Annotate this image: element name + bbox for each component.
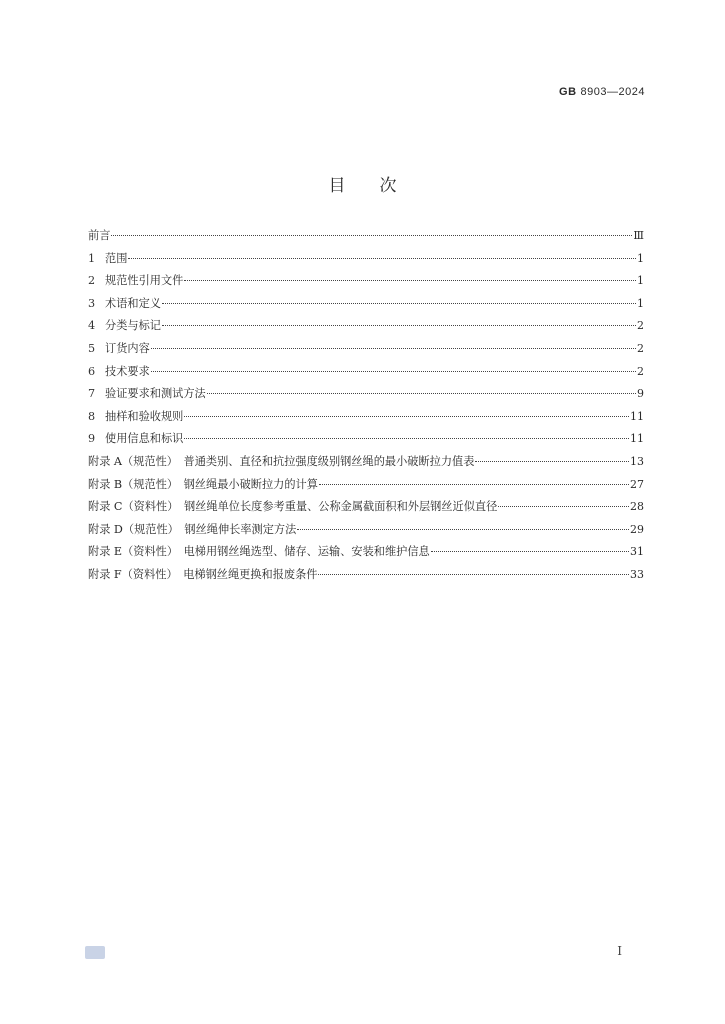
dot-leader (184, 438, 629, 439)
toc-entry-label: 附录 E（资料性） 电梯用钢丝绳选型、储存、运输、安装和维护信息 (88, 545, 430, 559)
dot-leader (318, 574, 629, 575)
toc-entry-label: 术语和定义 (105, 296, 161, 310)
toc-entry[interactable] (88, 430, 644, 453)
toc-entry-number: 4 (88, 319, 96, 333)
toc-entry-number: 9 (88, 432, 96, 446)
toc-entry-title (88, 227, 110, 243)
toc-entry-page: 2 (637, 319, 644, 333)
toc-entry-title (88, 521, 296, 537)
toc-entry-label: 使用信息和标识 (105, 432, 184, 446)
toc-entry[interactable] (88, 476, 644, 499)
toc-entry-page: 1 (637, 251, 644, 265)
toc-entry-page: Ⅲ (633, 229, 644, 242)
dot-leader (128, 258, 636, 259)
toc-entry-number: 2 (88, 274, 96, 288)
toc-entry-page: 31 (630, 545, 644, 559)
toc-entry-title (88, 566, 317, 582)
dot-leader (498, 506, 629, 507)
toc-entry-title (88, 272, 183, 288)
toc-entry-label: 抽样和验收规则 (105, 409, 184, 423)
dot-leader (111, 235, 632, 236)
toc-entry-title (88, 476, 318, 492)
toc-entry-page: 1 (637, 296, 644, 310)
toc-entry-number: 8 (88, 409, 96, 423)
toc-entry-number: 6 (88, 364, 96, 378)
publisher-logo-icon (85, 946, 105, 959)
toc-entry-title (88, 453, 474, 469)
dot-leader (431, 551, 629, 552)
table-of-contents (88, 227, 644, 589)
standard-number (559, 86, 645, 98)
toc-entry-page: 27 (630, 477, 644, 491)
toc-entry-title (88, 340, 150, 356)
dot-leader (162, 303, 636, 304)
toc-entry-label: 验证要求和测试方法 (105, 387, 206, 401)
toc-entry[interactable] (88, 363, 644, 386)
toc-entry-page: 2 (637, 341, 644, 355)
standard-code: 8903—2024 (580, 86, 645, 98)
dot-leader (475, 461, 629, 462)
toc-entry-label: 附录 C（资料性） 钢丝绳单位长度参考重量、公称金属截面积和外层钢丝近似直径 (88, 500, 498, 514)
dot-leader (184, 280, 636, 281)
toc-entry-label: 订货内容 (105, 341, 150, 355)
toc-entry-page: 9 (637, 387, 644, 401)
toc-entry[interactable] (88, 340, 644, 363)
toc-entry[interactable] (88, 227, 644, 250)
dot-leader (151, 348, 636, 349)
toc-entry-label: 附录 D（规范性） 钢丝绳伸长率测定方法 (88, 522, 297, 536)
toc-entry-page: 2 (637, 364, 644, 378)
page-title: 目 次 (328, 176, 397, 196)
dot-leader (184, 416, 629, 417)
toc-entry-page: 11 (630, 432, 644, 446)
toc-entry-label: 分类与标记 (105, 319, 161, 333)
toc-entry[interactable] (88, 295, 644, 318)
toc-entry-number: 3 (88, 296, 96, 310)
dot-leader (319, 484, 629, 485)
page-number: I (617, 944, 622, 958)
toc-entry-page: 13 (630, 454, 644, 468)
toc-entry-label: 范围 (105, 251, 128, 265)
toc-entry-label: 附录 F（资料性） 电梯钢丝绳更换和报废条件 (88, 567, 318, 581)
toc-entry-title (88, 295, 161, 311)
toc-entry-number: 7 (88, 387, 96, 401)
toc-entry-number: 5 (88, 341, 96, 355)
toc-entry-title (88, 430, 183, 446)
dot-leader (297, 529, 629, 530)
toc-entry[interactable] (88, 566, 644, 589)
toc-entry-title (88, 385, 206, 401)
toc-entry-title (88, 250, 127, 266)
toc-entry-page: 11 (630, 409, 644, 423)
toc-entry-title (88, 498, 497, 514)
toc-entry[interactable] (88, 272, 644, 295)
toc-entry-page: 28 (630, 500, 644, 514)
toc-entry-label: 附录 B（规范性） 钢丝绳最小破断拉力的计算 (88, 477, 318, 491)
toc-entry-title (88, 317, 161, 333)
dot-leader (162, 325, 636, 326)
toc-entry-page: 29 (630, 522, 644, 536)
toc-entry-title (88, 543, 430, 559)
toc-entry[interactable] (88, 543, 644, 566)
toc-entry[interactable] (88, 521, 644, 544)
toc-entry-label: 技术要求 (105, 364, 150, 378)
toc-entry[interactable] (88, 317, 644, 340)
toc-entry-label: 附录 A（规范性） 普通类别、直径和抗拉强度级别钢丝绳的最小破断拉力值表 (88, 454, 475, 468)
toc-entry-page: 33 (630, 567, 644, 581)
dot-leader (151, 371, 636, 372)
toc-entry[interactable] (88, 453, 644, 476)
toc-entry-label: 规范性引用文件 (105, 274, 184, 288)
toc-entry[interactable] (88, 250, 644, 273)
toc-entry[interactable] (88, 408, 644, 431)
toc-entry-number: 1 (88, 251, 96, 265)
toc-entry-page: 1 (637, 274, 644, 288)
toc-entry[interactable] (88, 498, 644, 521)
toc-entry-title (88, 363, 150, 379)
toc-entry-label: 前言 (88, 229, 111, 242)
toc-entry-title (88, 408, 183, 424)
dot-leader (207, 393, 636, 394)
standard-prefix: GB (559, 86, 577, 98)
toc-entry[interactable] (88, 385, 644, 408)
